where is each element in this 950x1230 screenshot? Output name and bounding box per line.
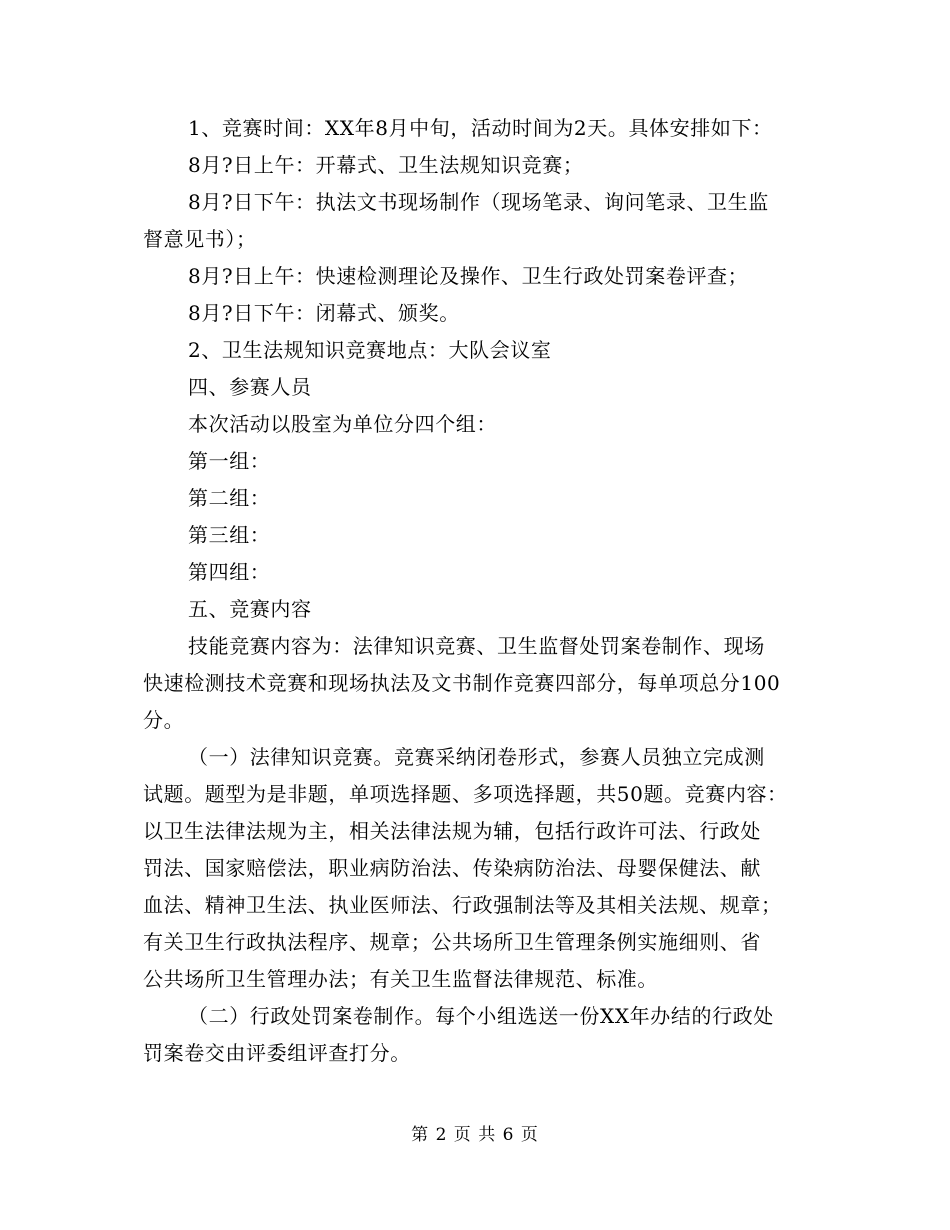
text-line: 8月?日上午：快速检测理论及操作、卫生行政处罚案卷评查； <box>188 264 749 288</box>
text-line: 2、卫生法规知识竞赛地点：大队会议室 <box>188 338 552 362</box>
text-line: 有关卫生行政执法程序、规章；公共场所卫生管理条例实施细则、省 <box>143 930 761 954</box>
text-line: 第二组： <box>188 486 271 510</box>
text-line: 试题。题型为是非题，单项选择题、多项选择题，共50题。竞赛内容： <box>143 782 788 806</box>
text-line: 血法、精神卫生法、执业医师法、行政强制法等及其相关法规、规章； <box>143 893 782 917</box>
section-heading: 五、竞赛内容 <box>188 597 312 621</box>
text-line: 督意见书）； <box>143 227 257 251</box>
text-line: 第四组： <box>188 560 271 584</box>
text-line: 公共场所卫生管理办法；有关卫生监督法律规范、标准。 <box>143 967 658 991</box>
text-line: 本次活动以股室为单位分四个组： <box>188 412 497 436</box>
text-line: 分。 <box>143 708 185 732</box>
text-line: 8月?日上午：开幕式、卫生法规知识竞赛； <box>188 153 584 177</box>
text-line: 快速检测技术竞赛和现场执法及文书制作竞赛四部分，每单项总分100 <box>143 671 781 695</box>
text-line: （一）法律知识竞赛。竞赛采纳闭卷形式，参赛人员独立完成测 <box>188 745 765 769</box>
text-line: 8月?日下午：闭幕式、颁奖。 <box>188 301 460 325</box>
text-line: 技能竞赛内容为：法律知识竞赛、卫生监督处罚案卷制作、现场 <box>188 634 765 658</box>
text-line: 以卫生法律法规为主，相关法律法规为辅，包括行政许可法、行政处 <box>143 819 761 843</box>
section-heading: 四、参赛人员 <box>188 375 312 399</box>
text-line: 8月?日下午：执法文书现场制作（现场笔录、询问笔录、卫生监 <box>188 190 769 214</box>
text-line: 1、竞赛时间：XX年8月中旬，活动时间为2天。具体安排如下： <box>188 116 773 140</box>
text-line: 第一组： <box>188 449 271 473</box>
text-line: （二）行政处罚案卷制作。每个小组选送一份XX年办结的行政处 <box>188 1004 774 1028</box>
text-line: 第三组： <box>188 523 271 547</box>
text-line: 罚案卷交由评委组评查打分。 <box>143 1041 411 1065</box>
page-number: 第 2 页 共 6 页 <box>411 1125 539 1145</box>
text-line: 罚法、国家赔偿法，职业病防治法、传染病防治法、母婴保健法、献 <box>143 856 761 880</box>
